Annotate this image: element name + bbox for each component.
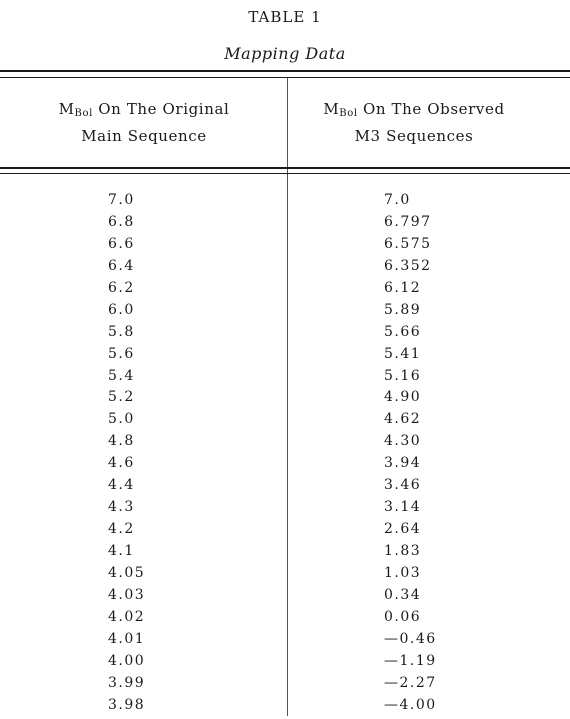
cell-original-mbol: 4.03 xyxy=(108,586,146,603)
cell-observed-mbol: 2.64 xyxy=(384,521,422,538)
table-row xyxy=(0,368,570,390)
cell-observed-mbol: 3.46 xyxy=(384,477,422,494)
cell-original-mbol: 4.8 xyxy=(108,433,135,450)
cell-observed-mbol: —4.00 xyxy=(384,696,437,713)
table-row xyxy=(0,697,570,719)
table-row xyxy=(0,214,570,236)
cell-original-mbol: 4.3 xyxy=(108,499,135,516)
top-rule-thin xyxy=(0,77,570,78)
cell-original-mbol: 6.2 xyxy=(108,279,135,296)
cell-observed-mbol: 6.797 xyxy=(384,213,432,230)
table-row xyxy=(0,521,570,543)
table-number: TABLE 1 xyxy=(248,8,322,26)
table-row xyxy=(0,565,570,587)
cell-original-mbol: 3.99 xyxy=(108,674,146,691)
cell-observed-mbol: —1.19 xyxy=(384,652,437,669)
cell-observed-mbol: 4.30 xyxy=(384,433,422,450)
cell-original-mbol: 4.1 xyxy=(108,543,135,559)
cell-original-mbol: 4.2 xyxy=(108,521,135,538)
cell-observed-mbol: 5.66 xyxy=(384,323,422,340)
cell-observed-mbol: —0.46 xyxy=(384,630,437,647)
cell-observed-mbol: 4.62 xyxy=(384,411,422,428)
table-row xyxy=(0,675,570,697)
cell-observed-mbol: 6.575 xyxy=(384,235,432,252)
table-row xyxy=(0,455,570,477)
cell-original-mbol: 4.01 xyxy=(108,630,146,647)
cell-original-mbol: 4.00 xyxy=(108,652,146,669)
header-rule-thick xyxy=(0,167,570,169)
column-header-original-line2: Main Sequence xyxy=(81,127,207,145)
column-header-observed-line1: $M_{Bol}$ On The Observed xyxy=(323,100,505,119)
cell-original-mbol: 5.8 xyxy=(108,323,135,340)
cell-original-mbol: 5.2 xyxy=(108,389,135,406)
table-row xyxy=(0,631,570,653)
cell-observed-mbol: 5.89 xyxy=(384,301,422,318)
table-row xyxy=(0,543,570,565)
cell-observed-mbol: 3.14 xyxy=(384,499,422,516)
cell-original-mbol: 6.0 xyxy=(108,301,135,318)
column-header-observed xyxy=(294,98,534,148)
cell-observed-mbol: 3.94 xyxy=(384,455,422,472)
cell-original-mbol: 5.0 xyxy=(108,411,135,428)
cell-original-mbol: 7.0 xyxy=(108,192,135,208)
cell-observed-mbol: 6.12 xyxy=(384,279,422,296)
table-row xyxy=(0,609,570,631)
table-row xyxy=(0,192,570,214)
column-header-original-line1: $M_{Bol}$ On The Original xyxy=(58,100,230,119)
table-body xyxy=(0,192,570,719)
table-caption: Mapping Data xyxy=(224,44,346,63)
cell-original-mbol: 5.4 xyxy=(108,367,135,384)
cell-original-mbol: 6.6 xyxy=(108,235,135,252)
cell-observed-mbol: 4.90 xyxy=(384,389,422,406)
cell-original-mbol: 6.8 xyxy=(108,213,135,230)
table-row xyxy=(0,653,570,675)
cell-observed-mbol: 1.83 xyxy=(384,543,422,559)
table-row xyxy=(0,499,570,521)
cell-observed-mbol: 1.03 xyxy=(384,564,422,581)
cell-observed-mbol: 7.0 xyxy=(384,192,411,208)
cell-original-mbol: 4.6 xyxy=(108,455,135,472)
cell-original-mbol: 5.6 xyxy=(108,345,135,362)
table-row xyxy=(0,477,570,499)
column-header-observed-line2: M3 Sequences xyxy=(354,127,474,145)
table-row xyxy=(0,302,570,324)
cell-observed-mbol: —2.27 xyxy=(384,674,437,691)
table-row xyxy=(0,346,570,368)
cell-original-mbol: 4.02 xyxy=(108,608,146,625)
table-row xyxy=(0,389,570,411)
cell-observed-mbol: 5.41 xyxy=(384,345,422,362)
cell-observed-mbol: 6.352 xyxy=(384,257,432,274)
table-row xyxy=(0,258,570,280)
cell-observed-mbol: 0.06 xyxy=(384,608,422,625)
cell-original-mbol: 6.4 xyxy=(108,257,135,274)
column-header-original xyxy=(24,98,264,148)
table-row xyxy=(0,411,570,433)
cell-original-mbol: 4.05 xyxy=(108,564,146,581)
table-row xyxy=(0,433,570,455)
table-row xyxy=(0,280,570,302)
table-row xyxy=(0,324,570,346)
table-row xyxy=(0,587,570,609)
cell-observed-mbol: 0.34 xyxy=(384,586,422,603)
cell-original-mbol: 3.98 xyxy=(108,696,146,713)
header-rule-thin xyxy=(0,173,570,174)
cell-original-mbol: 4.4 xyxy=(108,477,135,494)
table-row xyxy=(0,236,570,258)
cell-observed-mbol: 5.16 xyxy=(384,367,422,384)
top-rule-thick xyxy=(0,70,570,72)
